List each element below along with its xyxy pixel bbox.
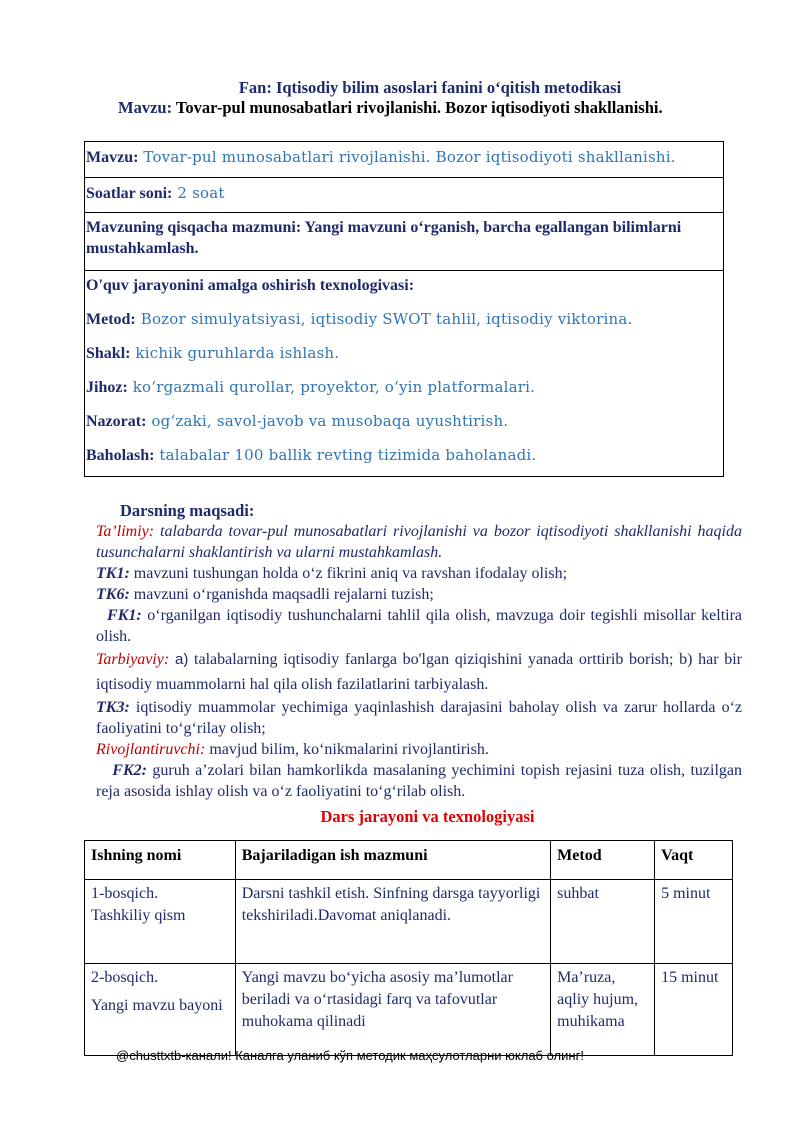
goal-tk1	[96, 563, 742, 584]
row-stage	[85, 964, 236, 1056]
info-hours-label: Soatlar soni:	[86, 185, 173, 202]
col-header-content: Bajariladigan ish mazmuni	[235, 841, 550, 880]
info-row-summary: Mavzuning qisqacha mazmuni: Yangi mavzuni o‘rganish, barcha egallangan bilimlarni mustahkamlash.	[85, 213, 723, 271]
stage-number: 2-bosqich.	[91, 969, 159, 986]
goal-upbringing-text: talabalarning iqtisodiy fanlarga bo'lgan qiziqishini yanada orttirib borish; b) har bir iqtisodiy muammolarni hal qila olish fazilatlarini tarbiyalash.	[96, 651, 742, 693]
subject-title: Fan: Iqtisodiy bilim asoslari fanini o‘qitish metodikasi	[238, 78, 622, 97]
topic-label: Mavzu:	[118, 98, 173, 117]
info-row-technology	[85, 271, 723, 476]
lesson-goals	[96, 500, 742, 802]
footer-channel-note: @chusttxtb-канали! Каналга уланиб кўп методик маҳсулотларни юклаб олинг!	[116, 1048, 584, 1063]
row-content: Yangi mavzu bo‘yicha asosiy ma’lumotlar beriladi va o‘rtasidagi farq va tafovutlar muhokama qilinadi	[235, 964, 550, 1056]
info-equipment-label: Jihoz:	[86, 379, 128, 396]
row-content: Darsni tashkil etish. Sinfning darsga tayyorligi tekshiriladi.Davomat aniqlanadi.	[235, 880, 550, 964]
info-control-label: Nazorat:	[86, 413, 147, 430]
info-form-label: Shakl:	[86, 345, 131, 362]
goal-tk3-text: iqtisodiy muammolar yechimiga yaqinlashish darajasini baholay olish va zarur hollarda o‘z faoliyatini to‘g‘rilay olish;	[96, 699, 742, 737]
goals-title: Darsning maqsadi:	[120, 501, 255, 520]
info-technology-title: O'quv jarayonini amalga oshirish texnologivasi:	[86, 277, 415, 294]
info-grading-label: Baholash:	[86, 447, 155, 464]
goal-tk6-label: TK6:	[96, 586, 130, 603]
goal-educational-text: talabarda tovar-pul munosabatlari rivojlanishi va bozor iqtisodiyoti shakllanishi haqida tusunchalarni shaklantirish va ularni mustahkamlash.	[96, 523, 742, 561]
info-grading-value: talabalar 100 ballik revting tizimida baholanadi.	[154, 446, 537, 464]
info-equipment	[86, 370, 721, 404]
table-row	[85, 964, 733, 1056]
goal-tk3-label: TK3:	[96, 699, 130, 716]
row-stage	[85, 880, 236, 964]
goal-developmental-label: Rivojlantiruvchi:	[96, 741, 206, 758]
goal-fk1	[96, 605, 742, 647]
process-title: Dars jarayoni va texnologiyasi	[320, 807, 535, 826]
info-row-hours	[85, 178, 723, 213]
goal-fk1-text: o‘rganilgan iqtisodiy tushunchalarni tahlil qila olish, mavzuga doir tegishli misollar keltira olish.	[96, 607, 743, 645]
goal-tk6-text: mavzuni o‘rganishda maqsadli rejalarni tuzish;	[129, 586, 434, 603]
table-row	[85, 880, 733, 964]
process-table-header	[85, 841, 733, 880]
col-header-time: Vaqt	[655, 841, 733, 880]
stage-name: Tashkiliy qism	[91, 907, 186, 924]
info-topic-value: Tovar-pul munosabatlari rivojlanishi. Bozor iqtisodiyoti shakllanishi.	[138, 148, 676, 166]
goal-fk2-text: guruh a’zolari bilan hamkorlikda masalaning yechimini topish rejasini tuza olish, tuzilgan reja asosida ishlay olish va o‘z faoliyatini to‘g‘rilab olish.	[96, 762, 743, 800]
row-method: suhbat	[551, 880, 655, 964]
process-table	[84, 840, 733, 1056]
goal-tk1-label: TK1:	[96, 565, 130, 582]
goal-fk1-label: FK1:	[107, 607, 142, 624]
info-form-value: kichik guruhlarda ishlash.	[130, 344, 340, 362]
goal-educational-label: Ta’limiy:	[96, 523, 155, 540]
stage-number: 1-bosqich.	[91, 885, 159, 902]
info-control	[86, 404, 721, 438]
goal-upbringing	[96, 647, 742, 697]
topic-title	[118, 98, 663, 118]
col-header-method: Metod	[551, 841, 655, 880]
goal-tk3	[96, 697, 742, 739]
row-time: 15 minut	[655, 964, 733, 1056]
topic-text: Tovar-pul munosabatlari rivojlanishi. Bozor iqtisodiyoti shakllanishi.	[172, 98, 663, 117]
goal-fk2-label: FK2:	[112, 762, 147, 779]
info-method-label: Metod:	[86, 311, 136, 328]
row-time: 5 minut	[655, 880, 733, 964]
goal-tk1-text: mavzuni tushungan holda o‘z fikrini aniq va ravshan ifodalay olish;	[129, 565, 568, 582]
info-row-topic	[85, 142, 723, 178]
lesson-info-table	[84, 141, 724, 477]
goal-tk6	[96, 584, 742, 605]
goal-educational	[96, 521, 742, 563]
info-topic-label: Mavzu:	[86, 149, 139, 166]
stage-name: Yangi mavzu bayoni	[91, 997, 223, 1014]
info-control-value: og‘zaki, savol-javob va musobaqa uyushtirish.	[146, 412, 509, 430]
info-method	[86, 302, 721, 336]
goal-fk2	[96, 760, 742, 802]
info-hours-value: 2 soat	[172, 184, 225, 202]
info-form	[86, 336, 721, 370]
goal-upbringing-a: a)	[169, 651, 189, 668]
info-method-value: Bozor simulyatsiyasi, iqtisodiy SWOT tahlil, iqtisodiy viktorina.	[135, 310, 633, 328]
goal-developmental-text: mavjud bilim, ko‘nikmalarini rivojlantirish.	[205, 741, 489, 758]
col-header-stage: Ishning nomi	[85, 841, 236, 880]
info-equipment-value: ko‘rgazmali qurollar, proyektor, o‘yin platformalari.	[127, 378, 536, 396]
goal-upbringing-label: Tarbiyaviy:	[96, 651, 170, 668]
row-method: Ma’ruza, aqliy hujum, muhikama	[551, 964, 655, 1056]
info-grading	[86, 438, 721, 470]
goal-developmental	[96, 739, 742, 760]
